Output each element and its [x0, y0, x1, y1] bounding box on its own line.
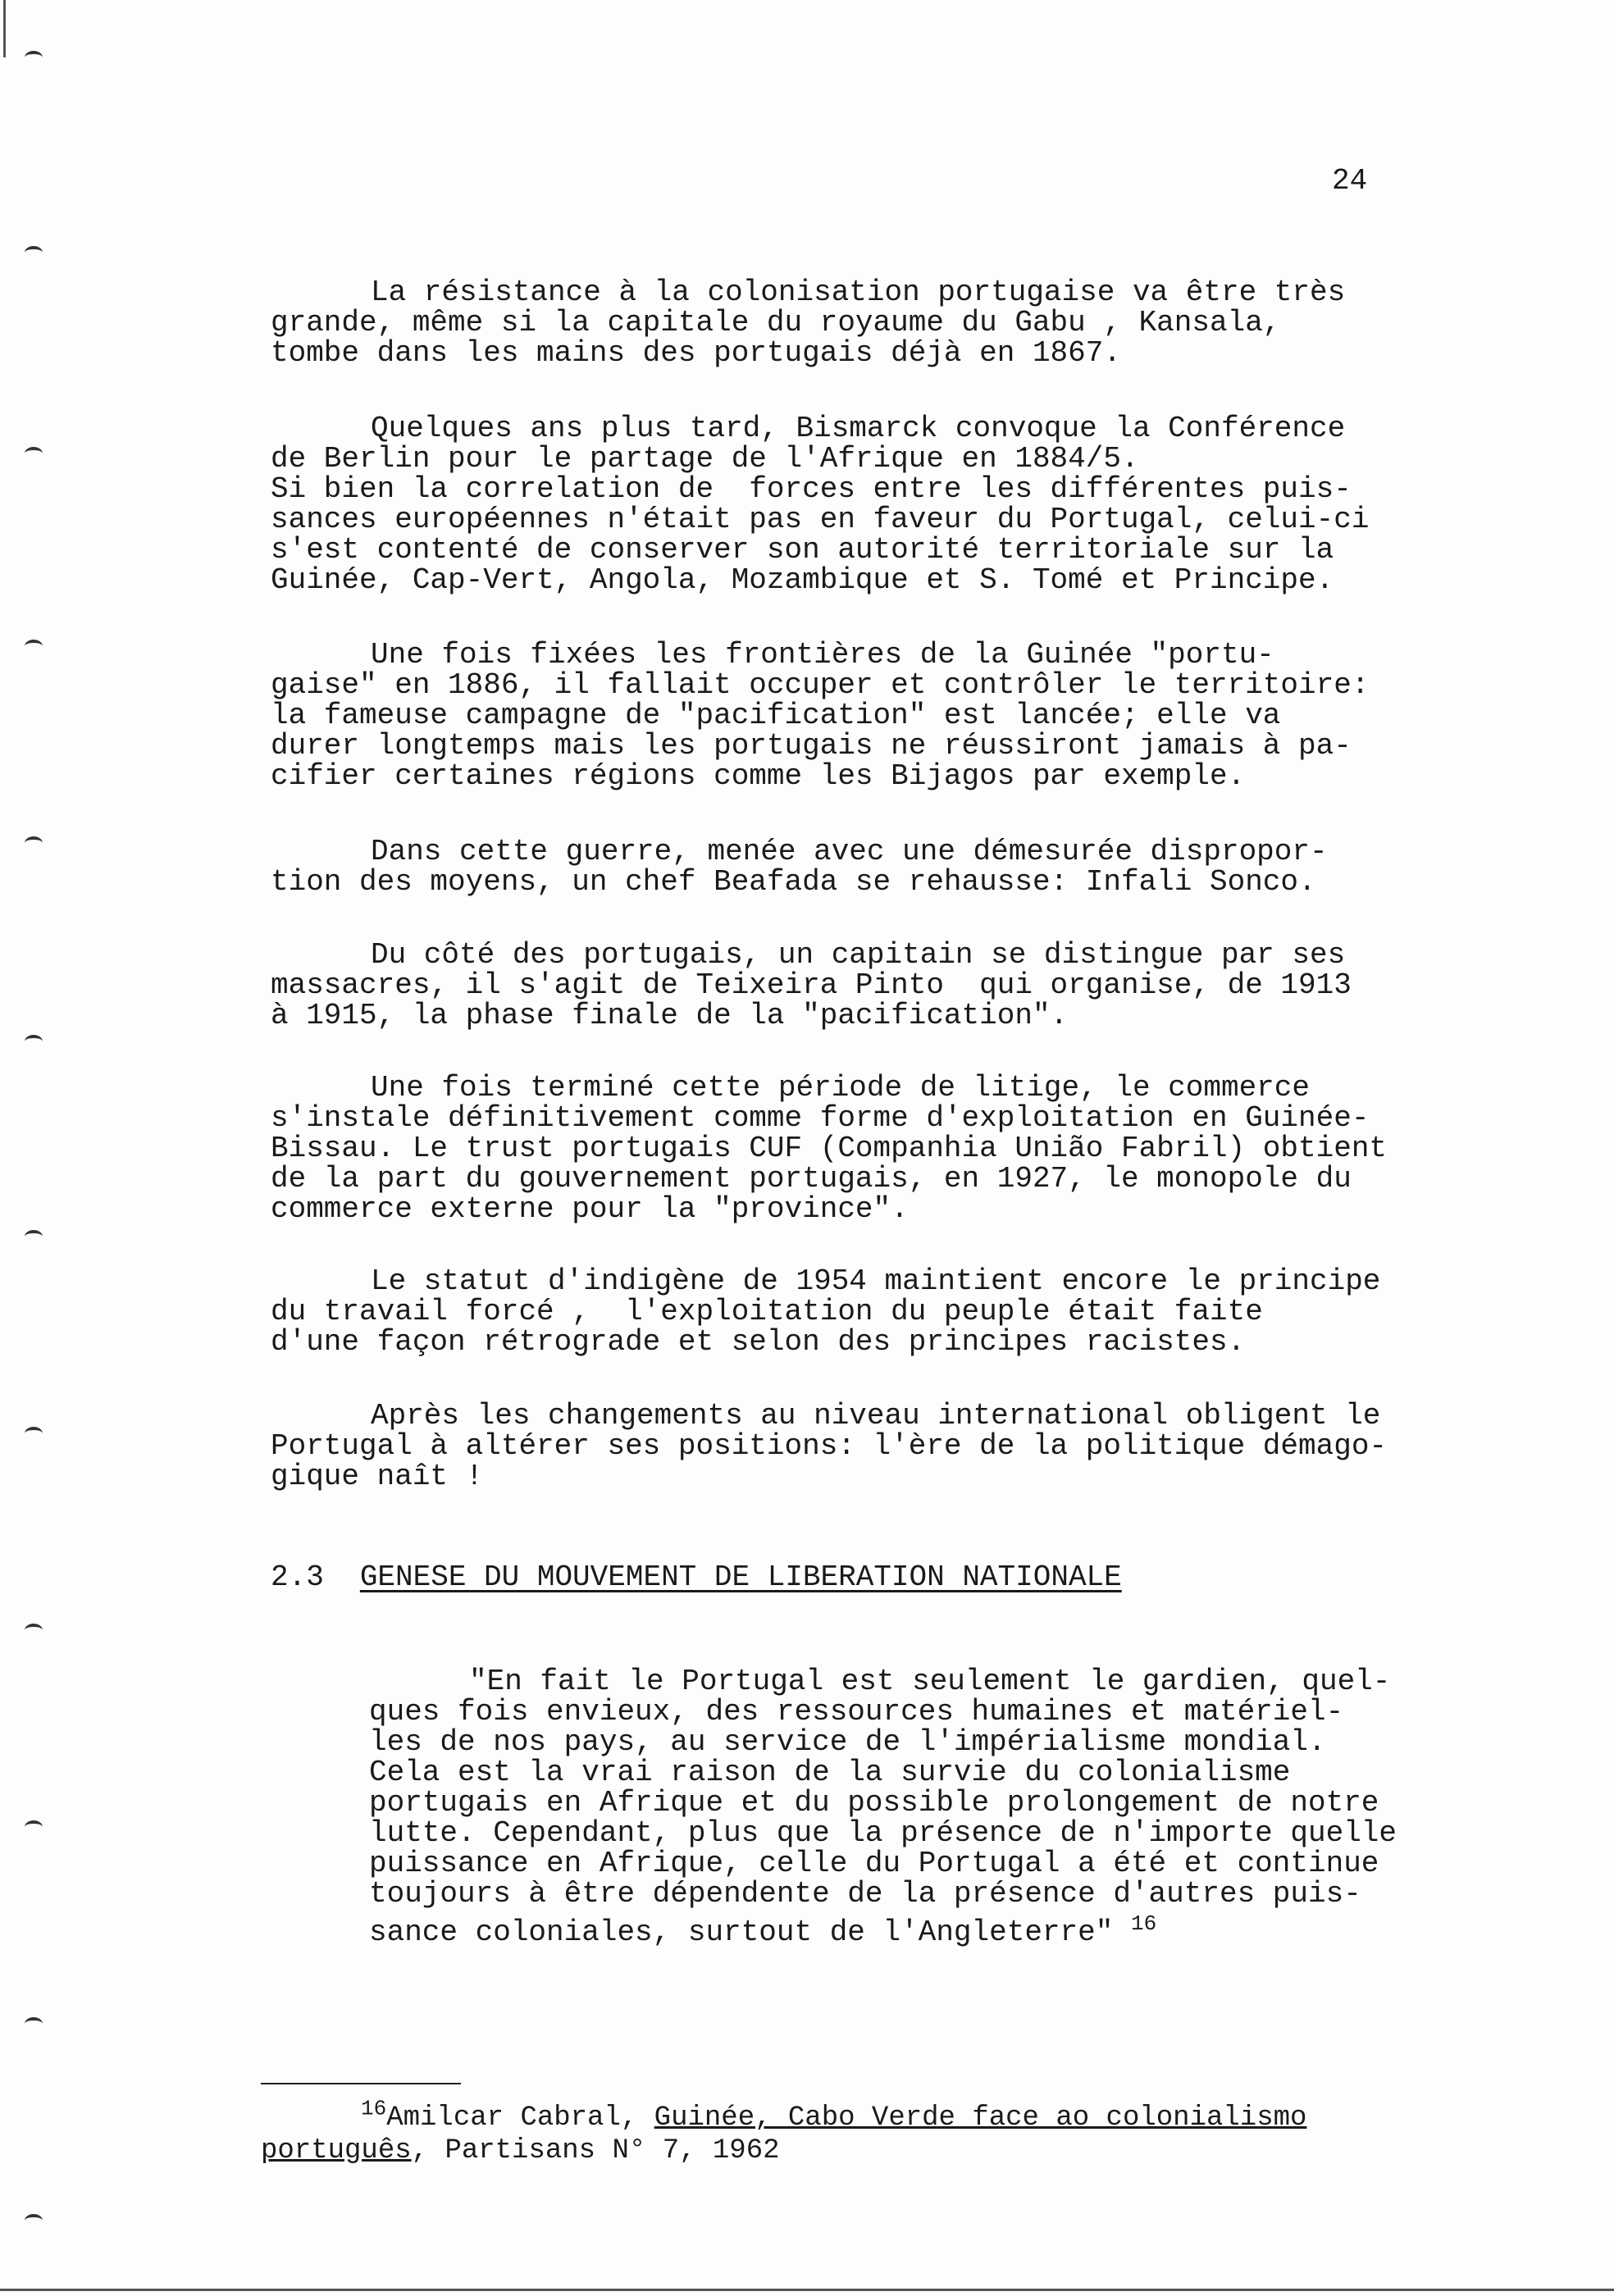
text-line: gaise" en 1886, il fallait occuper et contrôler le territoire:: [271, 668, 1370, 702]
text-line: de Berlin pour le partage de l'Afrique en 1884/5.: [271, 442, 1139, 476]
quote-line: puissance en Afrique, celle du Portugal a été et continue: [369, 1847, 1379, 1880]
quote-line: sance coloniales, surtout de l'Angleterre": [369, 1916, 1114, 1949]
page-number: 24: [1332, 164, 1368, 198]
text-line: massacres, il s'agit de Teixeira Pinto qui organise, de 1913: [271, 968, 1352, 1002]
binder-hole-icon: [25, 51, 43, 64]
binder-hole-icon: [25, 447, 43, 460]
footnote-title-cont: português: [261, 2135, 412, 2167]
paragraph-2: [271, 413, 1369, 595]
paragraph-1: [271, 277, 1345, 368]
text-line: commerce externe pour la "province".: [271, 1192, 909, 1226]
text-line: Guinée, Cap-Vert, Angola, Mozambique et S. Tomé et Principe.: [271, 563, 1334, 597]
paragraph-6: [271, 1073, 1387, 1224]
text-line: sances européennes n'était pas en faveur du Portugal, celui-ci: [271, 503, 1370, 536]
text-line: s'instale définitivement comme forme d'exploitation en Guinée-: [271, 1101, 1370, 1135]
binder-hole-icon: [25, 836, 43, 850]
text-line: Le statut d'indigène de 1954 maintient encore le principe: [371, 1264, 1381, 1298]
binder-hole-icon: [25, 2017, 43, 2030]
quote-line: toujours à être dépendente de la présence d'autres puis-: [369, 1877, 1361, 1911]
quote-line: les de nos pays, au service de l'impérialisme mondial.: [369, 1725, 1326, 1759]
text-line: durer longtemps mais les portugais ne réussiront jamais à pa-: [271, 729, 1352, 763]
binder-hole-icon: [25, 1230, 43, 1243]
text-line: du travail forcé , l'exploitation du peuple était faite: [271, 1295, 1263, 1328]
block-quote: [369, 1666, 1397, 1947]
paragraph-5: [271, 940, 1352, 1031]
footnote-source: , Partisans N° 7, 1962: [411, 2135, 780, 2167]
quote-line: "En fait le Portugal est seulement le gardien, quel-: [469, 1665, 1391, 1698]
text-line: s'est contenté de conserver son autorité territoriale sur la: [271, 533, 1334, 567]
text-line: gique naît !: [271, 1460, 484, 1493]
binder-hole-icon: [25, 640, 43, 653]
section-heading: [271, 1560, 1122, 1594]
binder-hole-icon: [25, 1427, 43, 1440]
page-bottom-edge: [0, 2289, 1614, 2291]
text-line: Portugal à altérer ses positions: l'ère de la politique démago-: [271, 1429, 1388, 1463]
text-line: d'une façon rétrograde et selon des principes racistes.: [271, 1325, 1246, 1359]
text-line: cifier certaines régions comme les Bijagos par exemple.: [271, 759, 1246, 793]
footnote-reference: 16: [1130, 1911, 1157, 1936]
text-line: Une fois fixées les frontières de la Guinée "portu-: [371, 638, 1274, 672]
quote-line: lutte. Cependant, plus que la présence de n'importe quelle: [369, 1816, 1397, 1850]
binder-hole-icon: [25, 2214, 43, 2227]
quote-line: Cela est la vrai raison de la survie du colonialisme: [369, 1756, 1291, 1789]
paragraph-4: [271, 836, 1328, 897]
quote-line: ques fois envieux, des ressources humaines et matériel-: [369, 1695, 1344, 1729]
text-line: Quelques ans plus tard, Bismarck convoque la Conférence: [371, 412, 1346, 445]
text-line: Après les changements au niveau international obligent le: [371, 1399, 1381, 1433]
text-line: La résistance à la colonisation portugaise va être très: [371, 276, 1346, 309]
footnote-marker: 16: [361, 2097, 387, 2121]
quote-line: portugais en Afrique et du possible prolongement de notre: [369, 1786, 1379, 1820]
footnote: [261, 2093, 1306, 2167]
text-line: tion des moyens, un chef Beafada se rehausse: Infali Sonco.: [271, 865, 1316, 899]
paragraph-8: [271, 1401, 1387, 1492]
text-line: Du côté des portugais, un capitain se distingue par ses: [371, 938, 1346, 972]
footnote-title: Guinée, Cabo Verde face ao colonialismo: [654, 2102, 1307, 2134]
section-number: 2.3: [271, 1560, 324, 1594]
text-line: Si bien la correlation de forces entre les différentes puis-: [271, 472, 1352, 506]
footnote-author: Amilcar Cabral,: [386, 2102, 654, 2134]
paragraph-3: [271, 640, 1369, 791]
text-line: de la part du gouvernement portugais, en 1927, le monopole du: [271, 1162, 1352, 1196]
binder-hole-icon: [25, 1820, 43, 1834]
page-edge-mark: [3, 0, 6, 57]
binder-hole-icon: [25, 246, 43, 259]
section-title: GENESE DU MOUVEMENT DE LIBERATION NATIONALE: [359, 1560, 1122, 1594]
text-line: Dans cette guerre, menée avec une démesurée dispropor-: [371, 835, 1328, 868]
text-line: Bissau. Le trust portugais CUF (Companhia União Fabril) obtient: [271, 1132, 1388, 1165]
text-line: Une fois terminé cette période de litige, le commerce: [371, 1071, 1310, 1105]
binder-hole-icon: [25, 1624, 43, 1637]
binder-hole-icon: [25, 1035, 43, 1048]
text-line: à 1915, la phase finale de la "pacification".: [271, 999, 1069, 1032]
text-line: tombe dans les mains des portugais déjà en 1867.: [271, 336, 1121, 370]
paragraph-7: [271, 1266, 1380, 1357]
text-line: grande, même si la capitale du royaume du Gabu , Kansala,: [271, 306, 1281, 339]
footnote-divider: [261, 2083, 461, 2084]
text-line: la fameuse campagne de "pacification" est lancée; elle va: [271, 699, 1281, 732]
